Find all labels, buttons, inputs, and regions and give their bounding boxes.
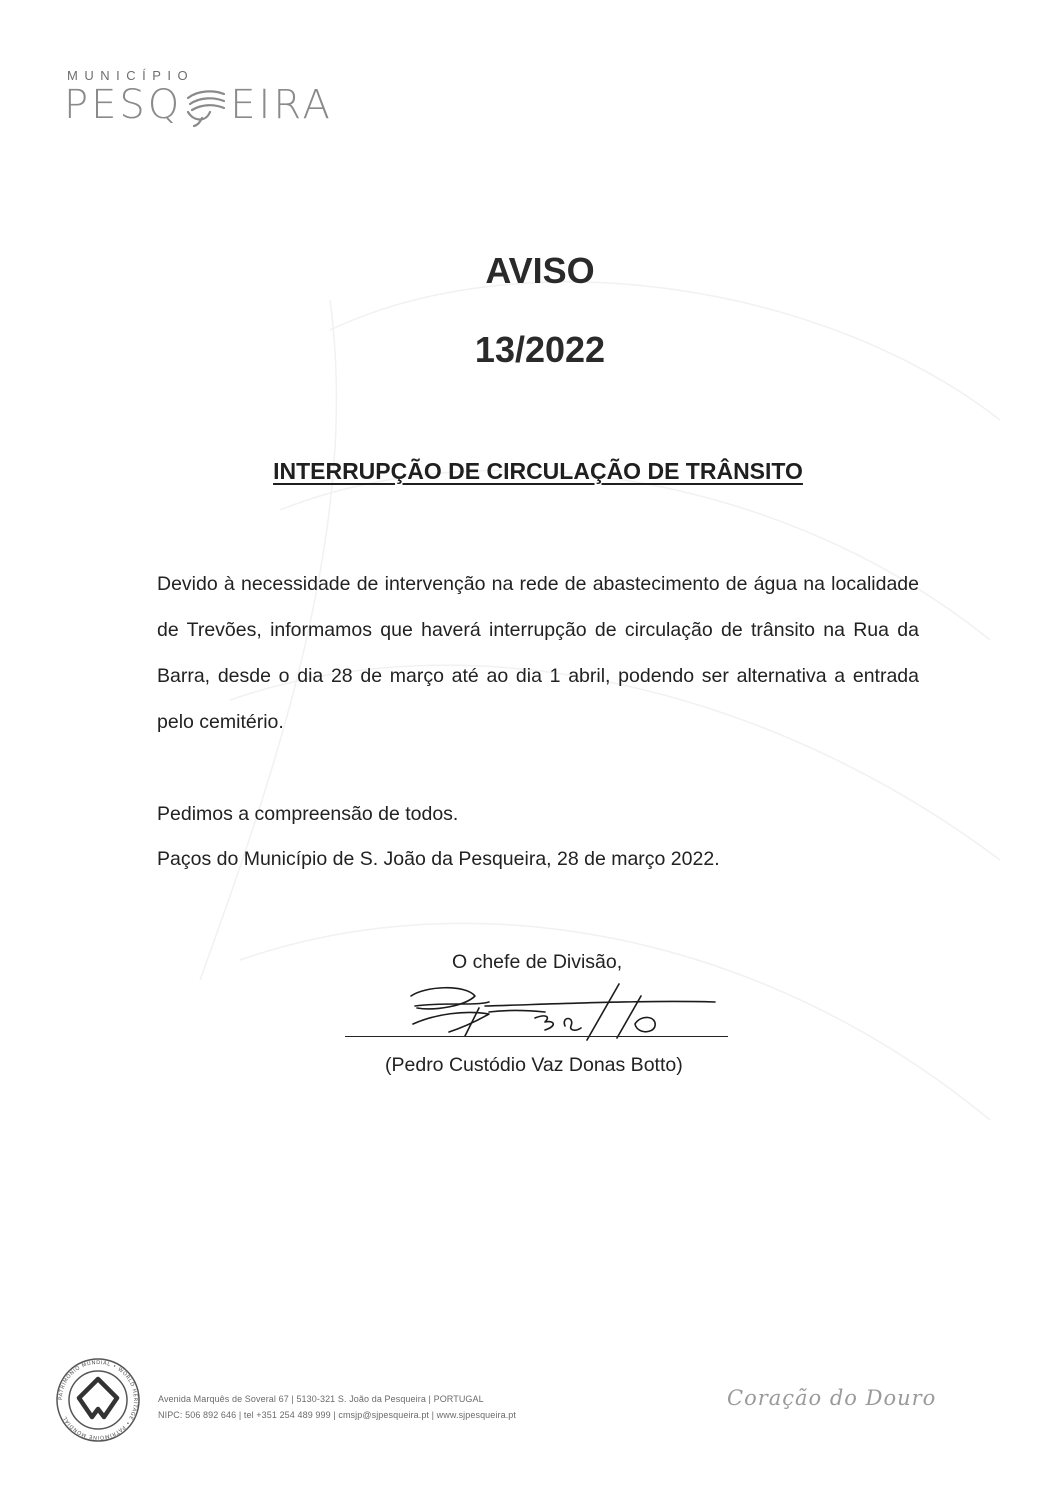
footer-contact	[158, 1391, 516, 1423]
signature-line	[345, 1036, 728, 1037]
svg-text:PATRIMÓNIO MUNDIAL • WORLD HER	[58, 1360, 138, 1440]
logo-text-right: EIRA	[230, 82, 333, 128]
seal-circular-text: PATRIMÓNIO MUNDIAL • WORLD HERITAGE • PATRIMOINE MONDIAL	[57, 1359, 139, 1441]
logo-text-left: PESQ	[64, 82, 183, 128]
notice-number: 13/2022	[474, 329, 606, 370]
world-heritage-seal	[55, 1357, 141, 1443]
document-title: AVISO	[485, 250, 595, 291]
logo-wordmark	[64, 82, 333, 128]
notice-body: Devido à necessidade de intervenção na rede de abastecimento de água na localidade de Trevões, informamos que haverá interrupção de circulação de trânsito na Rua da Barra, desde o dia 28 de março até ao dia 1 abril, podendo ser alternativa a entrada pelo cemitério.	[157, 573, 919, 733]
notice-subject-text: INTERRUPÇÃO DE CIRCULAÇÃO DE TRÂNSITO	[273, 458, 803, 484]
footer-address: Avenida Marquês de Soveral 67 | 5130-321 S. João da Pesqueira | PORTUGAL	[158, 1394, 484, 1404]
signatory-role: O chefe de Divisão,	[452, 951, 623, 973]
signatory-name: (Pedro Custódio Vaz Donas Botto)	[385, 1054, 683, 1076]
municipality-logo	[64, 66, 374, 146]
closing-request: Pedimos a compreensão de todos.	[157, 803, 459, 825]
notice-subject	[0, 458, 1060, 485]
footer-tagline: Coração do Douro	[727, 1386, 937, 1410]
logo-subtitle: MUNICÍPIO	[67, 68, 195, 83]
place-and-date: Paços do Município de S. João da Pesqueira, 28 de março 2022.	[157, 848, 720, 870]
handwritten-signature	[405, 966, 725, 1046]
footer-contacts: NIPC: 506 892 646 | tel +351 254 489 999 | cmsjp@sjpesqueira.pt | www.sjpesqueira.pt	[158, 1410, 517, 1420]
river-emblem-icon	[184, 82, 228, 128]
